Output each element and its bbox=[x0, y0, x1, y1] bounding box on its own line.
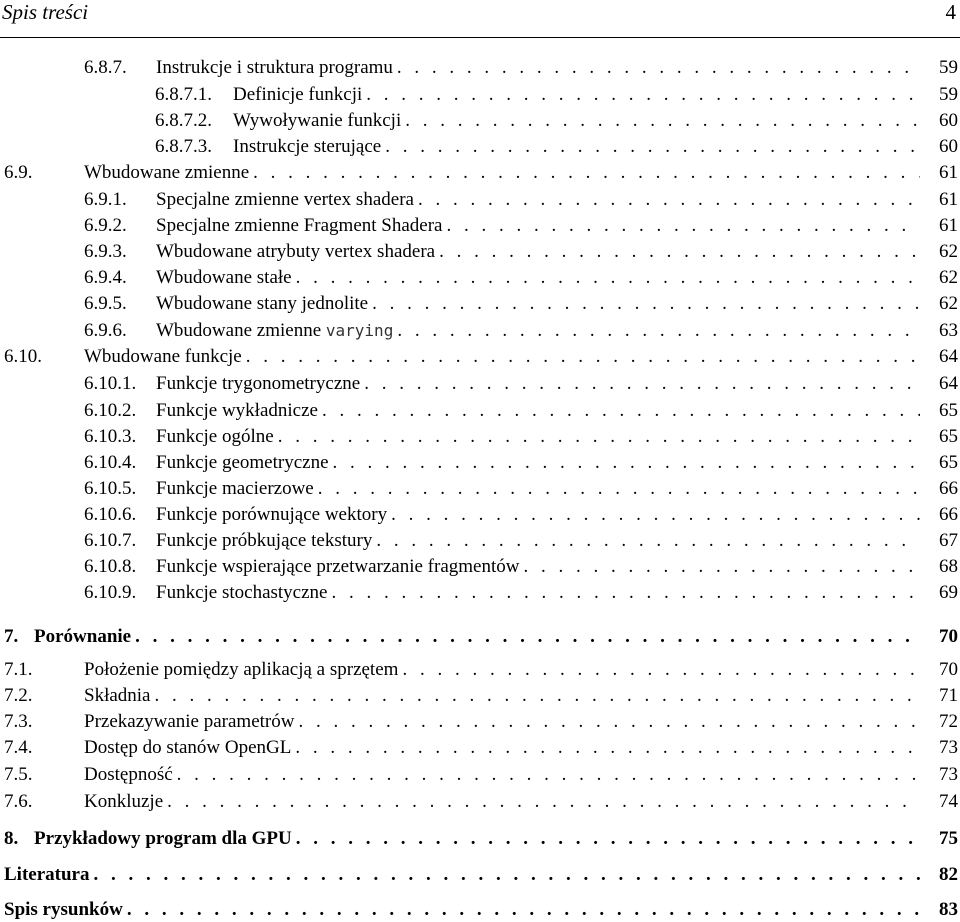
toc-entry-label-text: Przykładowy program dla GPU bbox=[34, 828, 292, 849]
toc-entry-number: 6.9.6. bbox=[84, 320, 127, 341]
leader-dots bbox=[372, 292, 920, 316]
toc-entry-number: 6.8.7.2. bbox=[155, 110, 212, 131]
toc-entry-label bbox=[84, 790, 163, 814]
leader-dots bbox=[523, 555, 920, 579]
page-number: 4 bbox=[945, 0, 956, 24]
toc-entry-page: 70 bbox=[939, 659, 958, 680]
leader-dots bbox=[333, 451, 920, 475]
toc-entry-number: 6.10.1. bbox=[84, 373, 137, 394]
toc-entry-page: 67 bbox=[939, 530, 958, 551]
toc-entry-code: varying bbox=[325, 321, 394, 340]
toc-entry-label-text: Funkcje macierzowe bbox=[156, 478, 314, 499]
toc-entry-label bbox=[156, 503, 387, 527]
toc-entry[interactable] bbox=[84, 399, 958, 423]
toc-entry-page: 61 bbox=[939, 162, 958, 183]
leader-dots bbox=[318, 477, 920, 501]
toc-entry-page: 61 bbox=[939, 215, 958, 236]
toc-entry-label bbox=[156, 451, 329, 475]
toc-entry-label-text: Specjalne zmienne Fragment Shadera bbox=[156, 215, 443, 236]
leader-dots bbox=[295, 736, 920, 760]
toc-entry-label bbox=[233, 135, 381, 159]
toc-entry-label bbox=[156, 240, 435, 264]
toc-entry-page: 59 bbox=[939, 84, 958, 105]
toc-entry-page: 60 bbox=[939, 110, 958, 131]
toc-entry-label bbox=[156, 188, 414, 212]
toc-entry[interactable] bbox=[155, 109, 958, 133]
leader-dots bbox=[402, 658, 920, 682]
toc-entry-label bbox=[84, 736, 291, 760]
toc-entry-page: 65 bbox=[939, 452, 958, 473]
leader-dots bbox=[177, 763, 920, 787]
toc-entry-page: 75 bbox=[939, 828, 958, 849]
leader-dots bbox=[298, 710, 920, 734]
leader-dots bbox=[246, 345, 920, 369]
toc-entry-number: 6.9.1. bbox=[84, 189, 127, 210]
toc-entry[interactable] bbox=[84, 451, 958, 475]
toc-entry-label bbox=[156, 319, 393, 343]
toc-entry-number: 6.10.7. bbox=[84, 530, 137, 551]
toc-entry-label-text: Funkcje wykładnicze bbox=[156, 400, 318, 421]
toc-entry-number: 6.9.2. bbox=[84, 215, 127, 236]
toc-entry-page: 65 bbox=[939, 400, 958, 421]
toc-entry-label bbox=[4, 898, 123, 922]
leader-dots bbox=[253, 161, 920, 185]
toc-entry-label-text: Spis rysunków bbox=[4, 899, 123, 920]
toc-entry-page: 69 bbox=[939, 582, 958, 603]
toc-entry-label bbox=[34, 625, 131, 649]
toc-entry-page: 71 bbox=[939, 685, 958, 706]
toc-entry-label bbox=[156, 56, 393, 80]
toc-entry-number: 6.10. bbox=[4, 346, 42, 367]
toc-entry-page: 62 bbox=[939, 293, 958, 314]
toc-entry-label bbox=[34, 827, 292, 851]
toc-entry[interactable] bbox=[155, 83, 958, 107]
toc-entry-label-text: Dostępność bbox=[84, 764, 173, 785]
toc-entry-label-text: Dostęp do stanów OpenGL bbox=[84, 737, 292, 758]
toc-entry-label-text: Instrukcje i struktura programu bbox=[156, 57, 393, 78]
toc-entry[interactable] bbox=[155, 135, 958, 159]
toc-entry-number: 6.10.3. bbox=[84, 426, 137, 447]
leader-dots bbox=[418, 188, 920, 212]
toc-entry[interactable] bbox=[4, 625, 958, 649]
toc-entry-page: 66 bbox=[939, 478, 958, 499]
toc-entry-label bbox=[156, 214, 442, 238]
toc-entry-label-text: Składnia bbox=[84, 685, 151, 706]
toc-entry[interactable] bbox=[4, 790, 958, 814]
toc-entry-label bbox=[84, 684, 151, 708]
toc-entry[interactable] bbox=[84, 56, 958, 80]
leader-dots bbox=[364, 372, 920, 396]
toc-entry-page: 68 bbox=[939, 556, 958, 577]
toc-entry-number: 6.10.5. bbox=[84, 478, 137, 499]
toc-entry-number: 6.10.6. bbox=[84, 504, 137, 525]
toc-entry-label bbox=[233, 109, 401, 133]
toc-entry-number: 6.9.5. bbox=[84, 293, 127, 314]
toc-entry-page: 74 bbox=[939, 791, 958, 812]
toc-entry-label-text: Wbudowane stałe bbox=[156, 267, 292, 288]
toc-entry-label-text: Funkcje ogólne bbox=[156, 426, 274, 447]
toc-entry-label bbox=[84, 658, 398, 682]
toc-entry-label bbox=[233, 83, 362, 107]
toc-entry-page: 62 bbox=[939, 241, 958, 262]
toc-entry[interactable] bbox=[4, 863, 958, 887]
toc-entry-label-text: Funkcje wspierające przetwarzanie fragmentów bbox=[156, 556, 520, 577]
toc-entry[interactable] bbox=[4, 684, 958, 708]
toc-entry-label-text: Funkcje geometryczne bbox=[156, 452, 329, 473]
toc-entry-label bbox=[84, 161, 249, 185]
toc-entry[interactable] bbox=[84, 581, 958, 605]
running-title: Spis treści bbox=[2, 0, 89, 24]
toc-entry-label-text: Definicje funkcji bbox=[233, 84, 363, 105]
toc-entry[interactable] bbox=[4, 345, 958, 369]
toc-entry-page: 83 bbox=[939, 899, 958, 920]
leader-dots bbox=[135, 625, 920, 649]
toc-entry-label-text: Literatura bbox=[4, 864, 90, 885]
toc-entry-label-text: Specjalne zmienne vertex shadera bbox=[156, 189, 414, 210]
toc-entry-number: 6.10.8. bbox=[84, 556, 137, 577]
toc-entry-label bbox=[156, 555, 519, 579]
toc-entry-page: 62 bbox=[939, 267, 958, 288]
toc-entry-number: 7. bbox=[4, 626, 19, 647]
leader-dots bbox=[127, 898, 920, 922]
leader-dots bbox=[278, 425, 920, 449]
leader-dots bbox=[322, 399, 920, 423]
toc-entry[interactable] bbox=[84, 477, 958, 501]
toc-entry-label-text: Funkcje trygonometryczne bbox=[156, 373, 361, 394]
toc-entry-label-text: Funkcje próbkujące tekstury bbox=[156, 530, 373, 551]
toc-entry[interactable] bbox=[84, 529, 958, 553]
toc-entry-label-text: Wbudowane stany jednolite bbox=[156, 293, 369, 314]
toc-entry[interactable] bbox=[4, 898, 958, 922]
toc-entry[interactable] bbox=[84, 319, 958, 343]
toc-entry-page: 82 bbox=[939, 864, 958, 885]
toc-entry[interactable] bbox=[84, 214, 958, 238]
toc-entry-page: 64 bbox=[939, 346, 958, 367]
toc-entry-page: 72 bbox=[939, 711, 958, 732]
toc-entry-label bbox=[156, 399, 318, 423]
toc-entry[interactable] bbox=[84, 266, 958, 290]
toc-entry-page: 73 bbox=[939, 764, 958, 785]
toc-entry-label bbox=[84, 345, 242, 369]
toc-entry-number: 6.10.2. bbox=[84, 400, 137, 421]
toc-entry[interactable] bbox=[4, 763, 958, 787]
toc-entry-label bbox=[4, 863, 89, 887]
toc-entry-label bbox=[84, 763, 173, 787]
toc-entry-number: 7.3. bbox=[4, 711, 33, 732]
toc-entry-label-text: Porównanie bbox=[34, 626, 132, 647]
toc-entry-label bbox=[156, 266, 292, 290]
toc-entry-label-text: Wywoływanie funkcji bbox=[233, 110, 402, 131]
leader-dots bbox=[391, 503, 920, 527]
toc-entry[interactable] bbox=[84, 292, 958, 316]
toc-entry-number: 7.4. bbox=[4, 737, 33, 758]
leader-dots bbox=[446, 214, 920, 238]
toc-entry-number: 6.10.4. bbox=[84, 452, 137, 473]
toc-entry-number: 6.9.3. bbox=[84, 241, 127, 262]
toc-entry[interactable] bbox=[84, 372, 958, 396]
toc-entry-label-text: Położenie pomiędzy aplikacją a sprzętem bbox=[84, 659, 399, 680]
toc-entry-label-text: Przekazywanie parametrów bbox=[84, 711, 295, 732]
toc-entry-label-text: Instrukcje sterujące bbox=[233, 136, 382, 157]
toc-entry-label bbox=[156, 292, 368, 316]
leader-dots bbox=[331, 581, 920, 605]
toc-entry-page: 59 bbox=[939, 57, 958, 78]
toc-entry-number: 6.9.4. bbox=[84, 267, 127, 288]
toc-entry-number: 6.8.7. bbox=[84, 57, 127, 78]
toc-entry[interactable] bbox=[4, 161, 958, 185]
toc-entry-label bbox=[156, 425, 274, 449]
toc-entry-label bbox=[156, 477, 314, 501]
toc-entry-label bbox=[156, 529, 372, 553]
toc-entry-label-text: Wbudowane zmienne bbox=[84, 162, 250, 183]
toc-entry[interactable] bbox=[84, 503, 958, 527]
toc-entry-label-text: Funkcje porównujące wektory bbox=[156, 504, 388, 525]
leader-dots bbox=[376, 529, 920, 553]
leader-dots bbox=[93, 863, 920, 887]
leader-dots bbox=[296, 827, 920, 851]
toc-entry-label bbox=[156, 372, 360, 396]
leader-dots bbox=[366, 83, 920, 107]
page-header bbox=[0, 0, 960, 38]
toc-entry-number: 7.1. bbox=[4, 659, 33, 680]
toc-entry-page: 66 bbox=[939, 504, 958, 525]
toc-entry-page: 60 bbox=[939, 136, 958, 157]
leader-dots bbox=[405, 109, 920, 133]
toc-entry-number: 7.2. bbox=[4, 685, 33, 706]
toc-entry[interactable] bbox=[84, 425, 958, 449]
toc-entry-label-text: Funkcje stochastyczne bbox=[156, 582, 328, 603]
toc-entry-number: 6.10.9. bbox=[84, 582, 137, 603]
toc-entry-label bbox=[84, 710, 294, 734]
toc-entry-page: 64 bbox=[939, 373, 958, 394]
toc-entry-number: 6.8.7.1. bbox=[155, 84, 212, 105]
leader-dots bbox=[296, 266, 920, 290]
leader-dots bbox=[385, 135, 920, 159]
toc-entry-label bbox=[156, 581, 327, 605]
leader-dots bbox=[167, 790, 920, 814]
toc-entry-page: 65 bbox=[939, 426, 958, 447]
leader-dots bbox=[397, 319, 920, 343]
toc-entry-page: 63 bbox=[939, 320, 958, 341]
toc-entry-page: 73 bbox=[939, 737, 958, 758]
toc-entry-page: 70 bbox=[939, 626, 958, 647]
toc-entry-label-text: Wbudowane zmienne bbox=[156, 320, 326, 341]
toc-entry[interactable] bbox=[4, 736, 958, 760]
toc-entry-number: 6.8.7.3. bbox=[155, 136, 212, 157]
toc-entry-label-text: Konkluzje bbox=[84, 791, 164, 812]
toc-entry-number: 8. bbox=[4, 828, 19, 849]
leader-dots bbox=[155, 684, 921, 708]
toc-entry-number: 7.6. bbox=[4, 791, 33, 812]
toc-entry-number: 6.9. bbox=[4, 162, 33, 183]
toc-entry[interactable] bbox=[4, 827, 958, 851]
toc-entry-page: 61 bbox=[939, 189, 958, 210]
toc-entry-number: 7.5. bbox=[4, 764, 33, 785]
toc-entry[interactable] bbox=[84, 188, 958, 212]
toc-entry[interactable] bbox=[4, 710, 958, 734]
toc-entry[interactable] bbox=[4, 658, 958, 682]
toc-entry[interactable] bbox=[84, 240, 958, 264]
toc-entry-label-text: Wbudowane atrybuty vertex shadera bbox=[156, 241, 436, 262]
toc-entry-label-text: Wbudowane funkcje bbox=[84, 346, 242, 367]
leader-dots bbox=[439, 240, 920, 264]
leader-dots bbox=[397, 56, 920, 80]
toc-entry[interactable] bbox=[84, 555, 958, 579]
